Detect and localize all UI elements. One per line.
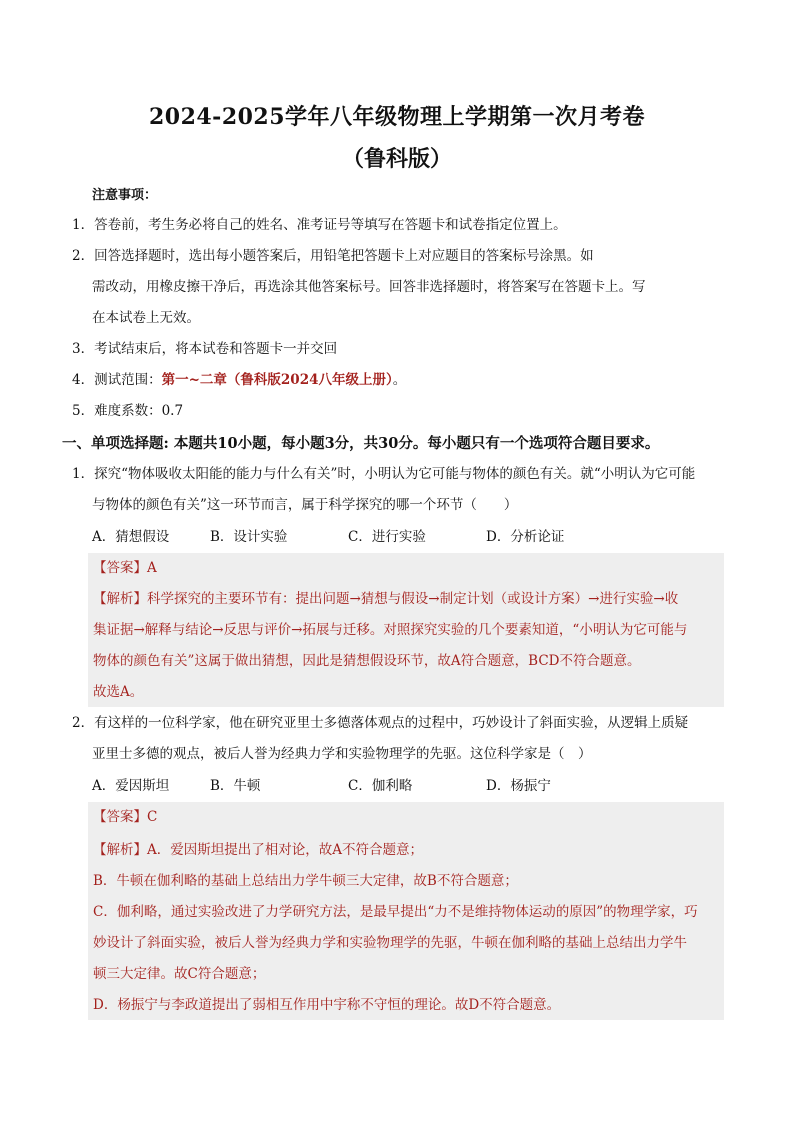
note-item-1 — [72, 215, 567, 235]
note-prefix: 测试范围： — [94, 372, 162, 388]
note-text: 难度系数：0.7 — [94, 403, 184, 419]
question-2-analysis-line: 妙设计了斜面实验，被后人誉为经典力学和实验物理学的先驱，牛顿在伽利略的基础上总结出力学牛 — [93, 935, 687, 951]
note-num: 3． — [72, 341, 95, 357]
question-2-option-d: D．杨振宁 — [486, 778, 551, 794]
note-num: 1． — [72, 217, 95, 233]
question-2-analysis-line: C．伽利略，通过实验改进了力学研究方法，是最早提出“力不是维持物体运动的原因”的物理学家，巧 — [93, 904, 698, 920]
note-num: 5． — [72, 403, 95, 419]
question-2-option-c: C．伽利略 — [348, 778, 413, 794]
note-item-2 — [72, 246, 594, 266]
note-text: 考试结束后，将本试卷和答题卡一并交回 — [94, 341, 338, 357]
page-title: 2024-2025学年八年级物理上学期第一次月考卷 — [148, 104, 646, 130]
question-2-analysis-line: 顿三大定律。故C符合题意； — [93, 966, 266, 982]
question-2-analysis-line — [93, 840, 423, 860]
note-suffix: 。 — [392, 372, 407, 388]
question-1-option-a: A．猜想假设 — [92, 529, 170, 545]
question-2-analysis-line: B．牛顿在伽利略的基础上总结出力学牛顿三大定律，故B不符合题意； — [93, 873, 518, 889]
analysis-tag: 【解析】 — [93, 842, 147, 858]
note-item-2-cont-1: 需改动，用橡皮擦干净后，再选涂其他答案标号。回答非选择题时，将答案写在答题卡上。写 — [92, 279, 646, 295]
note-text: 答卷前，考生务必将自己的姓名、准考证号等填写在答题卡和试卷指定位置上。 — [94, 217, 567, 233]
question-num: 1． — [72, 466, 95, 482]
note-item-4 — [72, 370, 406, 390]
question-2-stem — [72, 713, 688, 733]
note-item-2-cont-2: 在本试卷上无效。 — [92, 310, 200, 326]
question-1-analysis-line: 集证据→解释与结论→反思与评价→拓展与迁移。对照探究实验的几个要素知道，“小明认为它可能与 — [93, 622, 688, 638]
analysis-tag: 【解析】 — [93, 591, 147, 607]
question-1-analysis-line: 物体的颜色有关”这属于做出猜想，因此是猜想假设环节，故A符合题意，BCD不符合题意。 — [93, 653, 641, 669]
question-text: 探究“物体吸收太阳能的能力与什么有关”时，小明认为它可能与物体的颜色有关。就“小明认为它可能 — [94, 466, 696, 482]
question-1-analysis-line — [93, 589, 678, 609]
question-2-option-b: B．牛顿 — [210, 778, 261, 794]
test-scope: 第一~二章（鲁科版2024八年级上册） — [161, 372, 393, 388]
note-num: 4． — [72, 372, 95, 388]
question-1-option-b: B．设计实验 — [210, 529, 288, 545]
notes-heading: 注意事项： — [92, 188, 158, 203]
question-2-analysis-line: D．杨振宁与李政道提出了弱相互作用中宇称不守恒的理论。故D不符合题意。 — [93, 997, 561, 1013]
note-num: 2． — [72, 248, 95, 264]
answer-tag: 【答案】 — [93, 560, 147, 576]
question-num: 2． — [72, 715, 95, 731]
analysis-text: 科学探究的主要环节有：提出问题→猜想与假设→制定计划（或设计方案）→进行实验→收 — [147, 591, 679, 607]
note-item-5 — [72, 401, 183, 421]
question-1-stem-cont: 与物体的颜色有关”这一环节而言，属于科学探究的哪一个环节（ ） — [92, 497, 518, 513]
question-1-stem — [72, 464, 695, 484]
answer-value: A — [147, 560, 157, 576]
question-2-option-a: A．爱因斯坦 — [92, 778, 170, 794]
page-subtitle: （鲁科版） — [341, 146, 452, 172]
question-1-answer — [93, 558, 157, 578]
note-text: 回答选择题时，选出每小题答案后，用铅笔把答题卡上对应题目的答案标号涂黑。如 — [94, 248, 594, 264]
note-item-3 — [72, 339, 337, 359]
question-text: 有这样的一位科学家，他在研究亚里士多德落体观点的过程中，巧妙设计了斜面实验，从逻辑上质疑 — [94, 715, 689, 731]
answer-tag: 【答案】 — [93, 809, 147, 825]
answer-value: C — [147, 809, 158, 825]
question-2-stem-cont: 亚里士多德的观点，被后人誉为经典力学和实验物理学的先驱。这位科学家是（ ） — [92, 746, 592, 762]
question-1-option-d: D．分析论证 — [486, 529, 565, 545]
question-2-answer — [93, 807, 157, 827]
section-heading: 一、单项选择题: 本题共10小题，每小题3分，共30分。每小题只有一个选项符合题目要求。 — [62, 435, 660, 452]
question-1-option-c: C．进行实验 — [348, 529, 426, 545]
analysis-text: A．爱因斯坦提出了相对论，故A不符合题意； — [147, 842, 423, 858]
question-1-analysis-line: 故选A。 — [93, 684, 144, 700]
